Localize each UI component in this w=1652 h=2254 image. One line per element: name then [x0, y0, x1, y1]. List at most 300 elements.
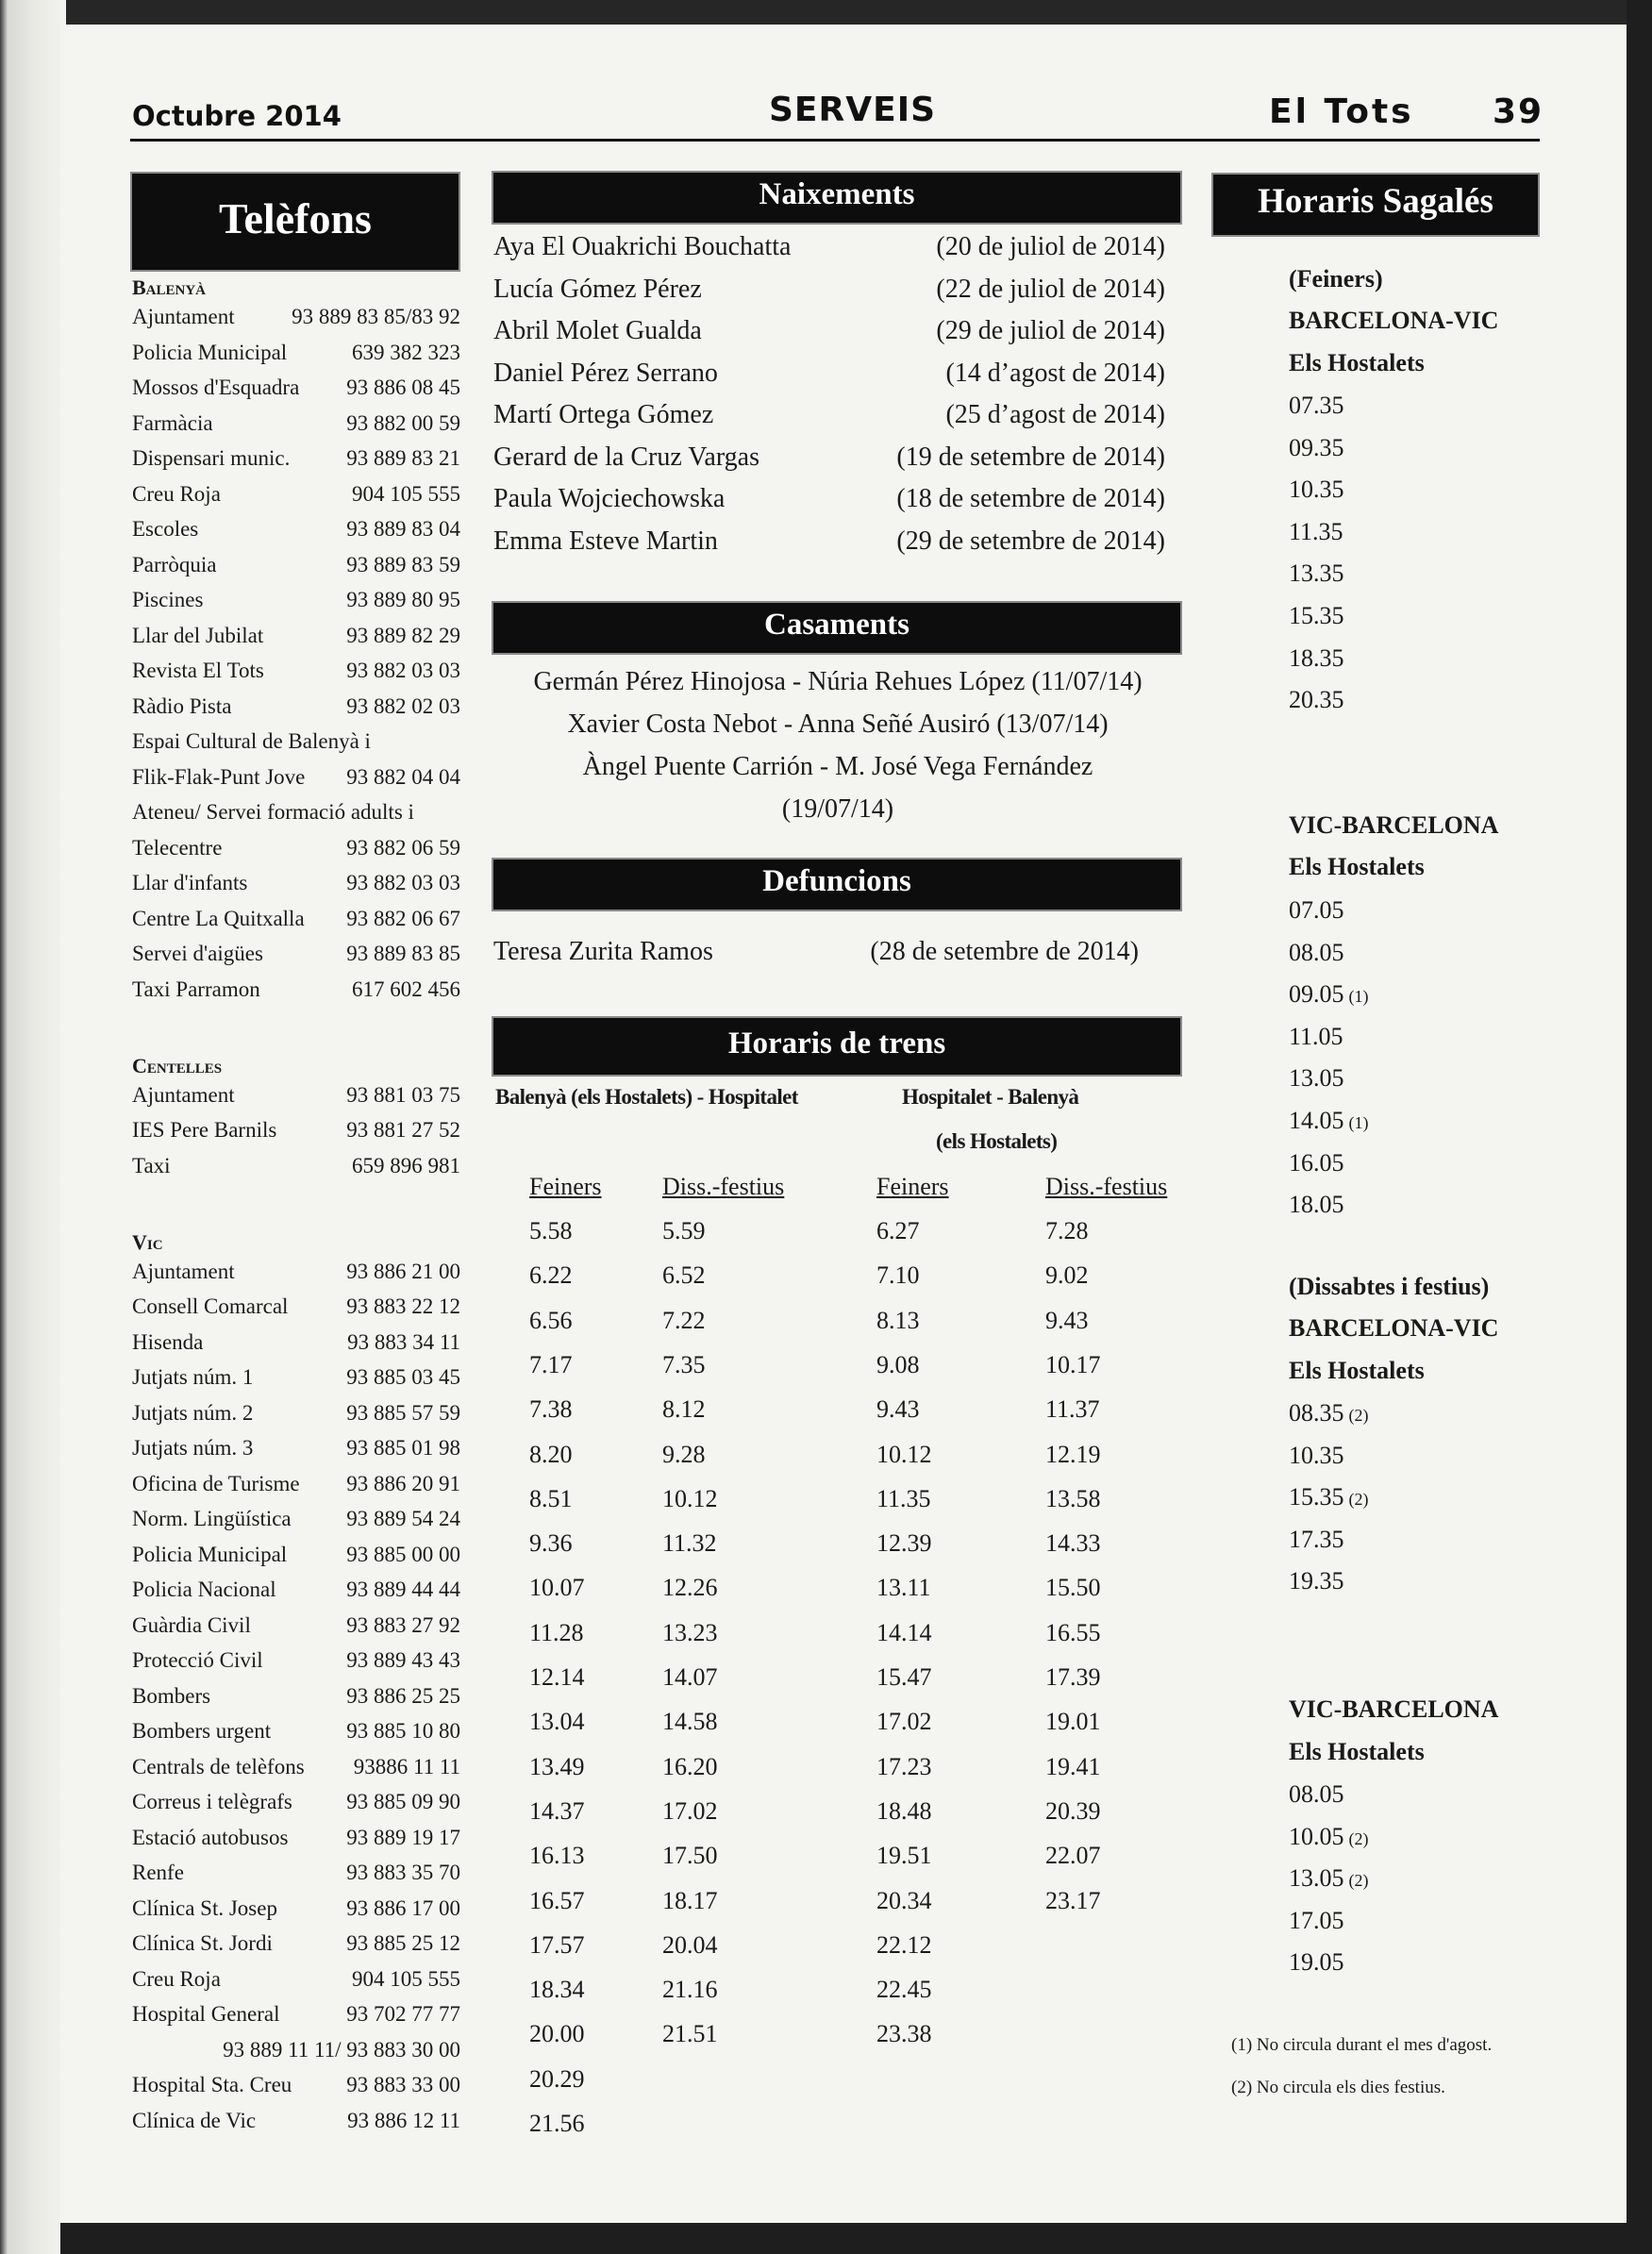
train-time: 5.59 — [662, 1217, 706, 1244]
casaments-title-box — [492, 601, 1182, 655]
telefon-label: Llar del Jubilat — [132, 623, 264, 647]
train-time: 15.50 — [1045, 1574, 1101, 1602]
train-time: 16.13 — [529, 1842, 585, 1870]
telefon-label: Escoles — [132, 517, 199, 541]
telefon-label: Hospital Sta. Creu — [132, 2073, 292, 2096]
route-b-title-line2: (els Hostalets) — [936, 1129, 1058, 1153]
telefon-label: Taxi — [132, 1153, 171, 1177]
train-time: 16.20 — [662, 1752, 718, 1780]
train-time: 6.56 — [529, 1306, 573, 1334]
col-head-b-feiners: Feiners — [876, 1173, 949, 1200]
bus-time-value: 15.35 — [1289, 1483, 1344, 1511]
train-time: 12.19 — [1045, 1440, 1101, 1468]
train-time: 13.49 — [529, 1752, 585, 1780]
train-time: 16.55 — [1045, 1618, 1101, 1646]
telefon-label: Ràdio Pista — [132, 693, 232, 718]
telefon-label: Clínica St. Josep — [132, 1895, 277, 1920]
train-time: 7.17 — [529, 1350, 573, 1378]
naixement-date: (18 de setembre de 2014) — [896, 484, 1165, 513]
train-time: 13.58 — [1045, 1484, 1101, 1512]
telefon-row — [132, 1118, 481, 1154]
telefon-number: 93 882 00 59 — [346, 410, 460, 435]
bus-time-value: 13.05 — [1289, 1064, 1344, 1093]
train-time: 9.43 — [876, 1395, 920, 1424]
bus-time — [1289, 644, 1344, 673]
telefon-row — [132, 1578, 481, 1613]
telefon-number: 93 889 83 85/83 92 — [292, 305, 460, 328]
telefon-number: 93 886 12 11 — [347, 2108, 460, 2132]
naixement-date: (29 de juliol de 2014) — [936, 316, 1165, 345]
telefon-number: 93 885 10 80 — [346, 1719, 460, 1743]
bus-time — [1289, 476, 1344, 504]
telefon-label: Protecció Civil — [132, 1648, 263, 1672]
telefon-number: 93 883 34 11 — [347, 1329, 460, 1354]
telefon-number: 93 889 82 29 — [346, 623, 460, 647]
train-time: 13.04 — [529, 1708, 585, 1736]
train-time: 22.07 — [1045, 1842, 1101, 1870]
page-number: 39 — [1493, 92, 1544, 131]
group-spacer — [132, 1012, 481, 1048]
telefon-label: Ajuntament — [132, 1259, 235, 1283]
telefon-label: Flik-Flak-Punt Jove — [132, 764, 306, 789]
train-time: 14.33 — [1045, 1529, 1101, 1558]
telefon-number: 93 881 27 52 — [346, 1118, 460, 1142]
train-time: 11.28 — [529, 1618, 584, 1646]
train-time: 14.07 — [662, 1663, 718, 1691]
telefon-row — [132, 2038, 481, 2074]
bus-time-value: 09.35 — [1289, 433, 1344, 461]
bus-time — [1289, 559, 1344, 588]
casaments-title: Casaments — [764, 608, 909, 642]
trens-title-box — [492, 1016, 1182, 1077]
train-time: 11.35 — [876, 1484, 931, 1512]
telefon-label: Oficina de Turisme — [132, 1471, 300, 1495]
header-month: Octubre 2014 — [132, 100, 342, 132]
telefon-number: 617 602 456 — [352, 977, 460, 1001]
train-time: 9.28 — [662, 1440, 706, 1468]
train-time: 8.13 — [876, 1306, 920, 1334]
casament-line: Xavier Costa Nebot - Anna Señé Ausiró (13/07/14) — [567, 710, 1109, 739]
header-section: SERVEIS — [769, 91, 937, 129]
telefon-label: Consell Comarcal — [132, 1294, 289, 1318]
naixement-name: Daniel Pérez Serrano — [493, 358, 718, 388]
train-time: 6.22 — [529, 1261, 573, 1290]
telefon-number: 93 889 83 04 — [346, 517, 460, 541]
telefon-label: Policia Municipal — [132, 340, 288, 364]
telefon-row — [132, 1648, 481, 1684]
sagales-stop: Els Hostalets — [1289, 349, 1425, 376]
train-time: 17.02 — [662, 1796, 718, 1825]
train-time: 10.17 — [1045, 1350, 1101, 1378]
naixement-row — [493, 400, 1165, 442]
train-time: 13.23 — [662, 1618, 718, 1646]
telefon-number: 93 889 44 44 — [346, 1578, 460, 1601]
telefon-label: Estació autobusos — [132, 1825, 289, 1849]
telefons-title-box — [130, 172, 460, 272]
bus-time-value: 09.05 — [1289, 980, 1344, 1009]
bus-time — [1289, 1064, 1344, 1093]
bus-time — [1289, 1149, 1344, 1177]
telefon-number: 93 889 83 85 — [346, 942, 460, 965]
train-time: 9.08 — [876, 1350, 920, 1378]
header-publication: El Tots — [1269, 92, 1414, 131]
telefon-label: Policia Municipal — [132, 1542, 288, 1566]
sagales-route: BARCELONA-VIC — [1289, 307, 1499, 334]
bus-time — [1289, 1442, 1344, 1470]
bus-time-note: (2) — [1348, 1871, 1369, 1891]
telefon-label: Llar d'infants — [132, 871, 248, 894]
telefon-row — [132, 942, 481, 977]
train-time: 8.20 — [529, 1440, 573, 1468]
telefon-row — [132, 1826, 481, 1862]
telefon-label: Mossos d'Esquadra — [132, 376, 300, 399]
telefon-label: Creu Roja — [132, 1966, 221, 1991]
telefon-label: Ajuntament — [132, 305, 235, 328]
telefon-label: Taxi Parramon — [132, 977, 260, 1001]
bus-time-note: (1) — [1348, 987, 1369, 1007]
train-time: 20.00 — [529, 2020, 585, 2048]
train-time: 7.10 — [876, 1261, 920, 1290]
telefon-label: Jutjats núm. 2 — [132, 1400, 254, 1425]
telefon-row — [132, 1436, 481, 1472]
bus-time — [1289, 1107, 1369, 1135]
naixement-row — [493, 442, 1165, 484]
train-time: 7.28 — [1045, 1217, 1089, 1244]
telefon-label: Espai Cultural de Balenyà i — [132, 729, 371, 753]
telefon-row — [132, 659, 481, 694]
train-time: 10.12 — [876, 1440, 932, 1468]
casament-line: Germán Pérez Hinojosa - Núria Rehues López (11/07/14) — [533, 667, 1143, 696]
bus-time-value: 18.05 — [1289, 1191, 1344, 1219]
telefon-row — [132, 305, 481, 341]
telefon-label: Piscines — [132, 588, 204, 611]
telefon-label: Correus i telègrafs — [132, 1790, 292, 1813]
naixement-date: (20 de juliol de 2014) — [936, 232, 1165, 261]
telefon-number: 93 885 57 59 — [346, 1400, 460, 1425]
telefon-label: Guàrdia Civil — [132, 1612, 251, 1637]
telefon-row — [132, 1154, 481, 1190]
telefon-number: 639 382 323 — [352, 340, 460, 364]
col-head-a-festius: Diss.-festius — [662, 1173, 785, 1200]
naixement-row — [493, 232, 1165, 274]
telefon-label: Hospital General — [132, 2002, 280, 2026]
telefon-number: 93 889 83 21 — [346, 446, 460, 470]
route-b-title-line1: Hospitalet - Balenyà — [902, 1085, 1079, 1109]
bus-time-value: 11.35 — [1289, 517, 1343, 545]
train-time: 7.35 — [662, 1350, 706, 1378]
telefon-number: 93 885 09 90 — [346, 1790, 460, 1813]
bus-time-value: 17.05 — [1289, 1906, 1344, 1934]
telefon-label: Ateneu/ Servei formació adults i — [132, 800, 414, 824]
telefon-row — [132, 836, 481, 872]
bus-time — [1289, 1948, 1344, 1977]
telefon-row — [132, 1931, 481, 1967]
telefon-number: 659 896 981 — [352, 1153, 460, 1177]
bus-time-value: 13.35 — [1289, 559, 1344, 588]
bus-time — [1289, 1823, 1369, 1851]
telefons-group-heading: Centelles — [132, 1053, 223, 1077]
telefon-number: 93 883 27 92 — [346, 1612, 460, 1637]
telefon-number: 93 889 11 11/ 93 883 30 00 — [223, 2037, 460, 2062]
train-time: 20.29 — [529, 2064, 585, 2093]
telefons-group-heading: Balenyà — [132, 275, 207, 299]
telefon-row — [132, 588, 481, 624]
telefon-label: IES Pere Barnils — [132, 1118, 277, 1142]
col-head-a-feiners: Feiners — [529, 1173, 602, 1200]
naixement-date: (25 d’agost de 2014) — [945, 400, 1165, 429]
train-time: 22.45 — [876, 1976, 932, 2004]
telefon-number: 93 889 19 17 — [346, 1825, 460, 1849]
casament-line: Àngel Puente Carrión - M. José Vega Fernández — [582, 752, 1093, 781]
telefon-number: 93 882 04 04 — [346, 764, 460, 789]
defuncio-date: (28 de setembre de 2014) — [870, 937, 1139, 966]
bus-time — [1289, 686, 1344, 714]
telefon-row — [132, 1967, 481, 2003]
telefons-group-heading: Vic — [132, 1229, 163, 1254]
telefon-row — [132, 1719, 481, 1755]
naixements-title-box — [492, 171, 1182, 225]
train-time: 20.39 — [1045, 1796, 1101, 1825]
bus-time-value: 08.05 — [1289, 1780, 1344, 1808]
train-time: 10.07 — [529, 1574, 585, 1602]
telefon-number: 93886 11 11 — [353, 1754, 460, 1778]
bus-time-note: (2) — [1348, 1828, 1369, 1848]
sagales-route: BARCELONA-VIC — [1289, 1314, 1499, 1342]
train-time: 14.14 — [876, 1618, 932, 1646]
telefon-row — [132, 1083, 481, 1119]
naixement-row — [493, 275, 1165, 316]
bus-time — [1289, 1780, 1344, 1809]
telefon-number: 93 889 43 43 — [346, 1648, 460, 1672]
bus-time-value: 15.35 — [1289, 602, 1344, 629]
telefon-label: Ajuntament — [132, 1082, 235, 1107]
telefon-row — [132, 2073, 481, 2109]
train-time: 6.52 — [662, 1261, 706, 1290]
train-time: 12.39 — [876, 1529, 932, 1558]
bus-time-value: 16.05 — [1289, 1148, 1344, 1177]
bus-time — [1289, 1399, 1369, 1428]
telefon-number: 93 882 06 67 — [346, 906, 460, 930]
bus-time-value: 07.35 — [1289, 392, 1344, 419]
train-time: 19.01 — [1045, 1708, 1101, 1736]
telefon-label: Jutjats núm. 1 — [132, 1365, 254, 1389]
telefon-row — [132, 1507, 481, 1543]
train-time: 15.47 — [876, 1663, 932, 1691]
telefon-number: 93 883 22 12 — [346, 1294, 460, 1318]
naixement-date: (19 de setembre de 2014) — [896, 442, 1165, 472]
train-time: 17.50 — [662, 1842, 718, 1870]
train-time: 6.27 — [876, 1217, 920, 1244]
telefon-row — [132, 2002, 481, 2038]
telefon-row — [132, 1260, 481, 1295]
bus-time — [1289, 980, 1369, 1009]
telefon-number: 93 886 20 91 — [346, 1471, 460, 1495]
train-time: 16.57 — [529, 1886, 585, 1914]
train-time: 14.58 — [662, 1708, 718, 1736]
telefon-number: 93 886 25 25 — [346, 1683, 460, 1708]
sagales-stop: Els Hostalets — [1289, 1357, 1425, 1384]
telefon-row — [132, 1755, 481, 1791]
train-time: 21.56 — [529, 2110, 585, 2137]
train-time: 12.14 — [529, 1663, 585, 1691]
naixement-row — [493, 359, 1165, 400]
sagales-title: Horaris Sagalés — [1258, 182, 1493, 221]
telefon-row — [132, 1684, 481, 1720]
train-time: 19.51 — [876, 1842, 932, 1870]
telefon-number: 93 882 03 03 — [346, 871, 460, 894]
bus-time — [1289, 392, 1344, 420]
naixements-title: Naixements — [759, 177, 915, 211]
train-time: 14.37 — [529, 1796, 585, 1825]
telefon-row — [132, 729, 481, 765]
scan-border-right — [1627, 0, 1652, 2254]
naixement-name: Emma Esteve Martin — [493, 526, 718, 556]
train-time: 9.02 — [1045, 1261, 1089, 1290]
telefon-number: 93 702 77 77 — [346, 2002, 460, 2026]
naixement-name: Abril Molet Gualda — [493, 316, 702, 345]
telefon-number: 93 885 01 98 — [346, 1436, 460, 1460]
naixement-date: (22 de juliol de 2014) — [936, 274, 1165, 304]
naixement-row — [493, 526, 1165, 568]
telefon-row — [132, 1613, 481, 1649]
telefon-label: Parròquia — [132, 552, 217, 576]
train-time: 17.39 — [1045, 1663, 1101, 1691]
telefon-number: 93 886 17 00 — [346, 1895, 460, 1920]
naixement-date: (29 de setembre de 2014) — [896, 526, 1165, 556]
sagales-stop: Els Hostalets — [1289, 853, 1425, 880]
bus-time — [1289, 1907, 1344, 1935]
telefons-title: Telèfons — [219, 194, 372, 242]
bus-time-value: 07.05 — [1289, 896, 1344, 924]
train-time: 20.04 — [662, 1930, 718, 1959]
bus-time-value: 20.35 — [1289, 686, 1344, 714]
train-time: 19.41 — [1045, 1752, 1101, 1780]
bus-time-value: 14.05 — [1289, 1107, 1344, 1134]
casament-line: (19/07/14) — [781, 794, 894, 824]
telefon-row — [132, 907, 481, 943]
bus-time — [1289, 1483, 1369, 1511]
train-time: 21.16 — [662, 1976, 718, 2004]
train-time: 18.34 — [529, 1976, 585, 2004]
telefon-number: 93 883 35 70 — [346, 1861, 460, 1884]
bus-time-value: 10.05 — [1289, 1822, 1344, 1850]
telefon-number: 93 885 00 00 — [346, 1542, 460, 1566]
telefon-number: 93 881 03 75 — [346, 1082, 460, 1107]
sagales-festius-label: (Dissabtes i festius) — [1289, 1273, 1490, 1300]
telefon-label: Centre La Quitxalla — [132, 906, 305, 930]
route-a-title: Balenyà (els Hostalets) - Hospitalet — [495, 1085, 798, 1109]
telefon-row — [132, 871, 481, 907]
bus-time-value: 19.05 — [1289, 1948, 1344, 1977]
telefon-row — [132, 1543, 481, 1578]
naixement-name: Lucía Gómez Pérez — [493, 274, 702, 304]
telefon-label: Bombers urgent — [132, 1719, 272, 1743]
train-time: 9.36 — [529, 1529, 573, 1558]
bus-time — [1289, 602, 1344, 630]
bus-time-value: 10.35 — [1289, 476, 1344, 504]
telefon-row — [132, 553, 481, 589]
telefon-label: Policia Nacional — [132, 1578, 276, 1601]
page-spine — [0, 0, 66, 2254]
defuncio-name: Teresa Zurita Ramos — [493, 937, 713, 966]
bus-time — [1289, 434, 1344, 462]
train-time: 11.37 — [1045, 1395, 1100, 1424]
telefon-row — [132, 517, 481, 553]
telefon-row — [132, 376, 481, 411]
telefon-label: Hisenda — [132, 1329, 204, 1354]
telefon-number: 93 885 03 45 — [346, 1365, 460, 1389]
telefon-label: Renfe — [132, 1861, 184, 1884]
bus-time-value: 08.35 — [1289, 1399, 1344, 1427]
telefon-label: Revista El Tots — [132, 659, 264, 682]
telefon-row — [132, 1896, 481, 1932]
bus-time-value: 13.05 — [1289, 1864, 1344, 1893]
telefon-row — [132, 411, 481, 447]
bus-time — [1289, 1567, 1344, 1595]
telefon-label: Centrals de telèfons — [132, 1754, 305, 1778]
bus-time-note: (2) — [1348, 1406, 1369, 1425]
sagales-route: VIC-BARCELONA — [1289, 1695, 1499, 1723]
telefon-number: 93 883 33 00 — [346, 2073, 460, 2096]
train-time: 18.17 — [662, 1886, 718, 1914]
telefon-label: Servei d'aigües — [132, 942, 263, 965]
telefon-row — [132, 624, 481, 660]
telefon-number: 904 105 555 — [352, 481, 460, 506]
bus-time — [1289, 939, 1344, 967]
telefon-row — [132, 1294, 481, 1330]
telefon-number: 93 889 80 95 — [346, 588, 460, 611]
defuncions-title-box — [492, 858, 1182, 911]
telefon-row — [132, 1861, 481, 1896]
telefon-number: 93 882 02 03 — [346, 693, 460, 718]
trens-title: Horaris de trens — [727, 1027, 946, 1060]
train-time: 7.22 — [662, 1306, 706, 1334]
train-time: 23.17 — [1045, 1886, 1101, 1914]
bus-time-value: 18.35 — [1289, 643, 1344, 672]
telefon-label: Norm. Lingüística — [132, 1507, 292, 1530]
train-time: 17.23 — [876, 1752, 932, 1780]
defuncio-row — [493, 937, 1139, 978]
train-time: 23.38 — [876, 2020, 932, 2048]
telefon-label: Farmàcia — [132, 410, 213, 435]
train-time: 10.12 — [662, 1484, 718, 1512]
train-time: 8.51 — [529, 1484, 573, 1512]
telefon-row — [132, 977, 481, 1013]
bus-time-value: 17.35 — [1289, 1525, 1344, 1553]
train-time: 8.12 — [662, 1395, 706, 1424]
bus-time-value: 08.05 — [1289, 938, 1344, 966]
bus-time-note: (1) — [1348, 1113, 1369, 1132]
sagales-route: VIC-BARCELONA — [1289, 811, 1499, 839]
bus-time-value: 10.35 — [1289, 1441, 1344, 1469]
naixement-name: Aya El Ouakrichi Bouchatta — [493, 232, 792, 261]
telefon-row — [132, 1401, 481, 1437]
bus-time-note: (2) — [1348, 1490, 1369, 1510]
telefon-number: 93 886 08 45 — [346, 376, 460, 399]
sagales-title-box — [1211, 173, 1540, 237]
bus-time-value: 19.35 — [1289, 1567, 1344, 1595]
telefon-row — [132, 800, 481, 836]
bus-time — [1289, 1864, 1369, 1893]
group-spacer — [132, 1189, 481, 1225]
train-time: 9.43 — [1045, 1306, 1089, 1334]
telefon-number: 93 889 83 59 — [346, 552, 460, 576]
telefon-label: Clínica de Vic — [132, 2108, 257, 2132]
sagales-feiners-label: (Feiners) — [1289, 265, 1383, 292]
telefon-label: Clínica St. Jordi — [132, 1931, 273, 1955]
naixement-row — [493, 484, 1165, 526]
telefon-label: Creu Roja — [132, 481, 221, 506]
